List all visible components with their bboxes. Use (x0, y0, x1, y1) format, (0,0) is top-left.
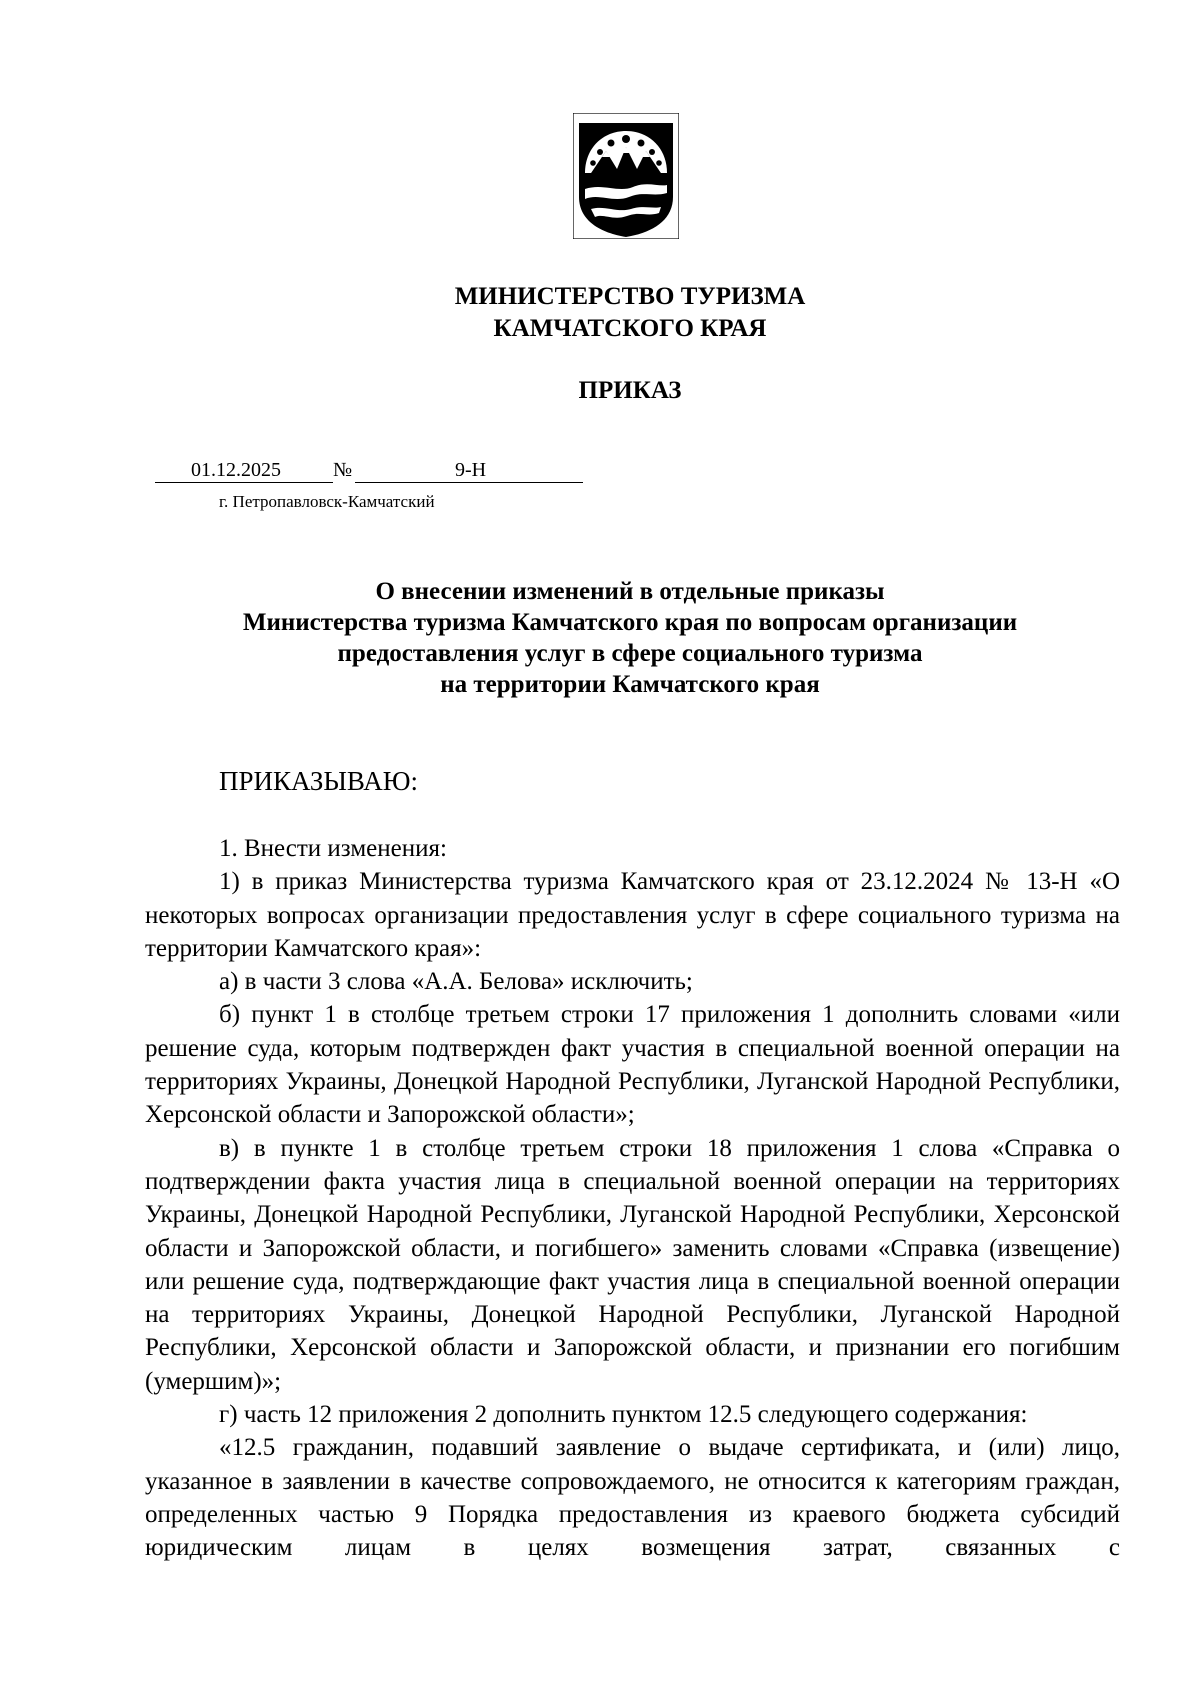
number-sign: № (333, 459, 353, 481)
subject-line: О внесении изменений в отдельные приказы (375, 578, 885, 605)
paragraph: а) в части 3 слова «А.А. Белова» исключить; (219, 968, 693, 996)
order-body (145, 832, 1120, 1565)
coat-of-arms-icon (573, 113, 679, 239)
paragraph: в) в пункте 1 в столбце третьем строки 18 приложения 1 слова «Справка о подтверждении факта участия лица в специальной военной операции на территориях Украины, Донецкой Народной Республики, Луганской Народной Республики, Херсонской области и Запорожской области, и погибшего» заменить словами «Справка (извещение) или решение суда, подтверждающие факт участия лица в специальной военной операции на территориях Украины, Донецкой Народной Республики, Луганской Народной Республики, Херсонской области и Запорожской области, и признании его погибшим (умершим)»; (145, 1134, 1120, 1395)
paragraph: 1. Внести изменения: (219, 835, 447, 862)
paragraph: 1) в приказ Министерства туризма Камчатского края от 23.12.2024 № 13-Н «О некоторых вопросах организации предоставления услуг в сфере социального туризма на территории Камчатского края»: (145, 868, 1120, 962)
subject-line: предоставления услуг в сфере социального туризма (337, 640, 923, 667)
subject-line: на территории Камчатского края (440, 671, 820, 698)
paragraph: «12.5 гражданин, подавший заявление о выдаче сертификата, и (или) лицо, указанное в заявлении в качестве сопровождаемого, не относится к категориям граждан, определенных частью 9 Порядка предоставления из краевого бюджета субсидий юридическим лицам в целях возмещения затрат, связанных с (145, 1434, 1120, 1562)
document-type-title: ПРИКАЗ (578, 377, 682, 404)
ministry-name-line2: КАМЧАТСКОГО КРАЯ (493, 315, 767, 342)
paragraph: г) часть 12 приложения 2 дополнить пунктом 12.5 следующего содержания: (219, 1401, 1028, 1429)
order-subject (0, 576, 1200, 700)
city-name: г. Петропавловск-Камчатский (219, 492, 435, 511)
ministry-name-line1: МИНИСТЕРСТВО ТУРИЗМА (454, 283, 806, 310)
order-date: 01.12.2025 (191, 459, 281, 481)
subject-line: Министерства туризма Камчатского края по вопросам организации (242, 609, 1018, 636)
paragraph: б) пункт 1 в столбце третьем строки 17 приложения 1 дополнить словами «или решение суда, которым подтвержден факт участия в специальной военной операции на территориях Украины, Донецкой Народной Республики, Луганской Народной Республики, Херсонской области и Запорожской области»; (145, 1001, 1120, 1129)
order-number: 9-Н (455, 459, 487, 481)
decree-keyword: ПРИКАЗЫВАЮ: (219, 766, 418, 796)
